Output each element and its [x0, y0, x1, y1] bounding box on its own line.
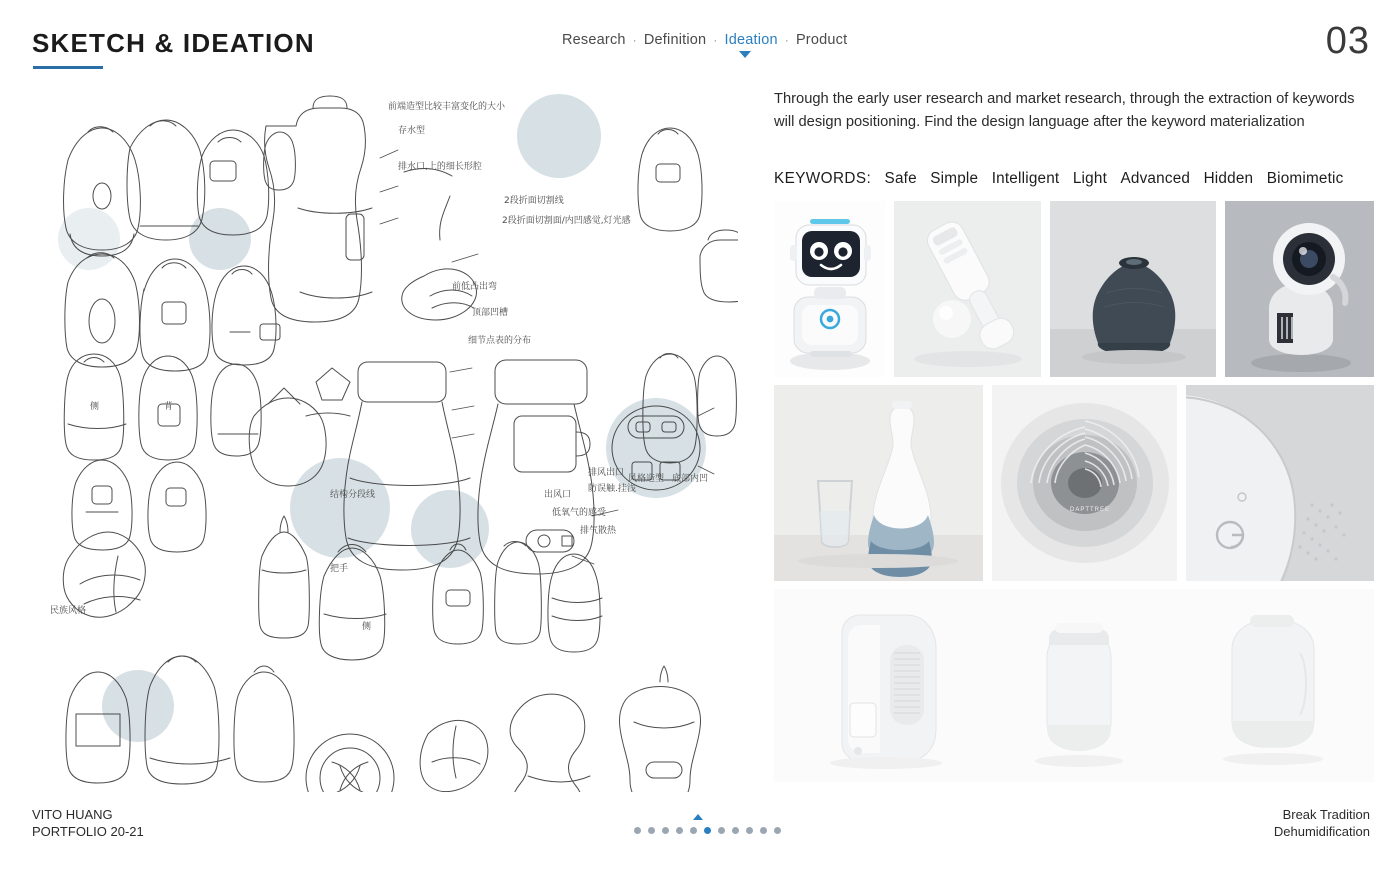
pager-dot[interactable]	[676, 827, 683, 834]
security-camera-photo	[1225, 201, 1374, 377]
spiral-fan-grille-photo	[992, 385, 1178, 581]
nav-active-caret-icon	[739, 51, 751, 58]
pager-active-caret-icon	[693, 814, 703, 820]
sketch-annotation: 把手	[330, 564, 349, 574]
sketch-annotation: 存水型	[398, 126, 426, 136]
intro-paragraph: Through the early user research and market research, through the extraction of keywords will design positioning. Find the design language after the keyword materialization	[774, 91, 1355, 130]
pager-dot[interactable]	[634, 827, 641, 834]
sketch-annotation: 底部内凹	[672, 474, 709, 484]
nav-item-ideation[interactable]: Ideation	[724, 32, 778, 48]
sketch-annotation: 顶部凹槽	[472, 308, 509, 318]
keywords-line	[774, 170, 1374, 188]
sketch-annotation: 结构分段线	[330, 490, 376, 500]
keyword-simple: Simple	[930, 170, 979, 187]
sketch-annotation: 低氧气的感受	[552, 508, 607, 518]
nav-item-product[interactable]: Product	[795, 32, 848, 48]
title-underline	[33, 66, 103, 69]
sketch-annotation: 侧	[362, 622, 372, 632]
keyword-biomimetic: Biomimetic	[1266, 170, 1344, 187]
hand-drawn-ideation-sketches	[32, 86, 738, 792]
white-desktop-robot-photo	[774, 201, 885, 377]
keyword-hidden: Hidden	[1203, 170, 1254, 187]
sketch-annotation: 2段折面切割线	[504, 196, 564, 206]
moodboard-row-2	[774, 385, 1374, 581]
footer-author	[32, 806, 144, 840]
pager-dot[interactable]	[648, 827, 655, 834]
pager-dot[interactable]	[774, 827, 781, 834]
dehumidifier-render-front	[806, 597, 956, 782]
humidifier-with-glass-photo	[774, 385, 983, 581]
sketch-annotation: 民族风格	[50, 606, 87, 616]
sketch-annotation: 排气散热	[580, 526, 617, 536]
keywords-label: KEYWORDS:	[774, 170, 872, 187]
page-number: 03	[1325, 20, 1370, 62]
nav-item-research[interactable]: Research	[562, 32, 626, 48]
perforated-device-detail-photo	[1186, 385, 1374, 581]
sketch-strokes	[32, 86, 738, 792]
sketch-annotation: 前端造型比较丰富变化的大小	[388, 102, 506, 112]
keyword-light: Light	[1072, 170, 1108, 187]
svg-text:DAPTTREE: DAPTTREE	[1069, 507, 1110, 513]
sketch-annotation: 侧	[90, 402, 100, 412]
sketch-annotation: 风格造型	[628, 474, 665, 484]
sketch-annotation: 排风出口	[588, 468, 625, 478]
keyword-advanced: Advanced	[1120, 170, 1191, 187]
footer-project	[1274, 806, 1370, 840]
footer-project-line2: Dehumidification	[1273, 824, 1370, 839]
nav-item-definition[interactable]: Definition	[643, 32, 707, 48]
sketch-annotation: 细节点表的分布	[468, 336, 532, 346]
pager-dot-active[interactable]	[704, 827, 711, 834]
nav-separator: ·	[784, 33, 789, 47]
page-title: SKETCH & IDEATION	[32, 28, 315, 58]
massage-gun-photo	[894, 201, 1041, 377]
footer-portfolio-label: PORTFOLIO 20-21	[32, 824, 144, 839]
moodboard-row-1	[774, 201, 1374, 377]
pager-dot[interactable]	[760, 827, 767, 834]
sketch-annotation: 防误触.挂浅	[588, 484, 636, 494]
pager-dot[interactable]	[662, 827, 669, 834]
pager-dot[interactable]	[718, 827, 725, 834]
dehumidifier-render-rounded	[1202, 597, 1342, 782]
pager-dot[interactable]	[732, 827, 739, 834]
sketch-annotation: 背	[164, 402, 174, 412]
keyword-safe: Safe	[884, 170, 917, 187]
footer-project-line1: Break Tradition	[1282, 807, 1370, 822]
keyword-intelligent: Intelligent	[991, 170, 1060, 187]
product-render-strip	[774, 589, 1374, 782]
footer-author-name: VITO HUANG	[32, 807, 113, 822]
slide-pager[interactable]	[634, 827, 781, 834]
pager-dot[interactable]	[690, 827, 697, 834]
sketch-annotation: 2段折面切割面/内凹感觉,灯光感	[502, 216, 631, 226]
nav-separator: ·	[713, 33, 718, 47]
sketch-annotation: 出风口	[544, 490, 572, 500]
sketch-annotation: 前低凸出弯	[452, 282, 498, 292]
breadcrumb	[562, 32, 847, 48]
dark-fabric-speaker-photo	[1050, 201, 1216, 377]
sketch-annotation: 排水口,上的细长形腔	[398, 162, 482, 172]
dehumidifier-render-cylinder	[1019, 597, 1139, 782]
nav-separator: ·	[632, 33, 637, 47]
pager-dot[interactable]	[746, 827, 753, 834]
